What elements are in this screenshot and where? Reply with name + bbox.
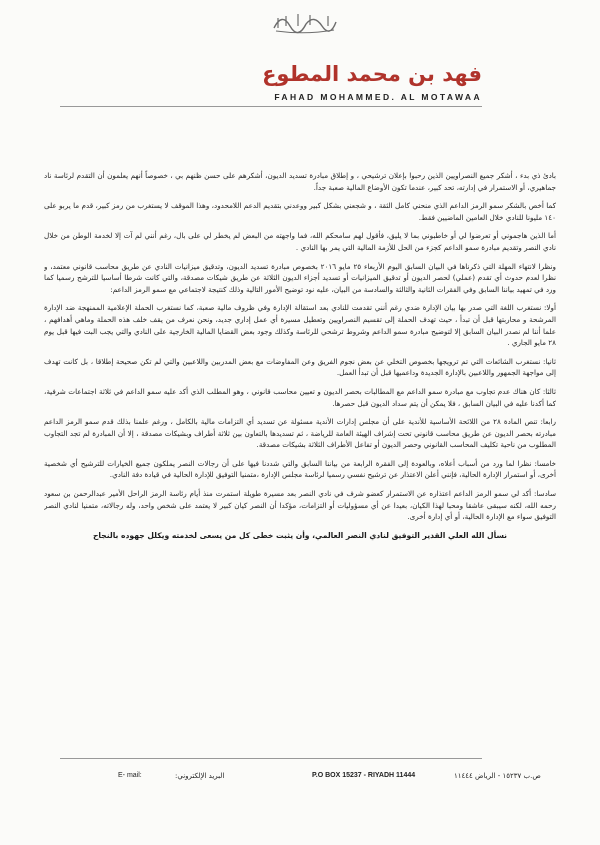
paragraph-fourth: رابعا: تنص المادة ٢٨ من اللائحة الأساسية للأندية على أن مجلس إدارات الأندية مسئولة عن تسديد أي التزامات مالية بالكامل ، ورغم علمنا بذلك قدم سمو الرمز الداعم مبادرته بحصر الديون عن طريق محاسب قانوني تحت إشراف الهيئة العامة للرياضة ، ثم تسديدها بالتعاون بين ثلاثة أطراف وبشيكات مصدقة ، إلا أن المبادرة لم تجد التجاوب المطلوب من ناحية تكليف المحاسب القانوني وحصر الديون أو تفاعل الأطراف الثلاثة بشيكات مصدقة. <box>44 417 556 450</box>
footer-po-box-arabic: ص.ب ١٥٢٣٧ - الرياض ١١٤٤٤ <box>454 772 541 780</box>
paragraph-sixth: سادسا: أكد لي سمو الرمز الداعم اعتذاره عن الاستمرار كعضو شرف في نادي النصر بعد مسيرة طويلة استمرت منذ أيام رئاسة الرمز الراحل الأمير عبدالرحمن بن سعود رحمه الله، لكنه سيبقى عاشقا ومحبا لهذا الكيان، بعيدا عن أي مسؤوليات أو التزامات، مؤكدا أن النصر كيان كبير لا يعتمد على شخص واحد، وله رجالاته، متمنيا لنادي النصر التوفيق سواء مع الإدارة الحالية، أو أي إدارة أخرى. <box>44 489 556 522</box>
letter-footer <box>0 770 600 790</box>
paragraph-deadline: ونظرا لانتهاء المهلة التي ذكرناها في البيان السابق اليوم الأربعاء ٢٥ مايو ٢٠١٦ بخصوص مبادرة تسديد الديون، وتدقيق ميزانيات النادي عن طريق محاسب قانوني معتمد، و نظرا لعدم حدوث أي تقدم (عملي) لحصر الديون أو تدقيق الميزانيات أو تسديد أجزاء الديون الثلاثة عن طريق شيكات مصدقة، والتي كانت شرطا أساسيا للترشح رسميا كما ورد في تمهيد بياننا السابق وفي الفقرات الثانية والثالثة والسادسة من البيان، عليه نود توضيح الأمور التالية وذلك كنتيجة لاجتماعي مع سمو الرمز الداعم: <box>44 261 556 294</box>
header-divider <box>60 106 482 107</box>
paragraph-thanks: كما أخص بالشكر سمو الرمز الداعم الذي منحني كامل الثقة ، و شجعني بشكل كبير ووعدني بتقديم الدعم اللامحدود، وهذا الموقف لا يستغرب من رمز كبير، قدم ما يربو على ١٤٠ مليونا للنادي خلال العامين الماضيين فقط. <box>44 201 556 222</box>
footer-email-label-arabic: البريد الإلكتروني: <box>175 772 225 780</box>
footer-email-label: E- mail: <box>118 772 142 779</box>
bismillah-calligraphy-icon <box>270 8 340 34</box>
paragraph-opening: بادئ ذي بدء ، أشكر جميع النصراويين الذين رحبوا بإعلان ترشيحي ، و إطلاق مبادرة تسديد الديون، أشكرهم على حسن ظنهم بي ، خصوصاً أنهم يعلمون أن التقدم لرئاسة ناد جماهيري، أو الاستمرار في إدارته، تحد كبير، عندما تكون الأوضاع المالية صعبة جداً. <box>44 171 556 192</box>
paragraph-fifth: خامسا: نظرا لما ورد من أسباب أعلاه، وبالعودة إلى الفقرة الرابعة من بياننا السابق والتي شددنا فيها على أن رجالات النصر يملكون جميع الخيارات للترشيح أي شخصية أخرى، أو استمرار الإدارة الحالية، فإنني أعلن الاعتذار عن ترشيح نفسي رسميا لرئاسة مجلس الإدارة ،متمنيا التوفيق للإدارة الحالية في قيادة دفة النادي. <box>44 458 556 480</box>
paragraph-critics: أما الذين هاجموني أو تعرضوا لي أو خاطبوني بما لا يليق، فأقول لهم سامحكم الله، فما واجهته من البعض لم يخطر لي على بال، رغم أنني لم آت إلا لخدمة الوطن من خلال نادي النصر وتقديم مبادرة سمو الداعم كجزء من الحل للأزمة المالية التي يمر بها النادي . <box>44 231 556 252</box>
paragraph-third: ثالثا: كان هناك عدم تجاوب مع مبادرة سمو الداعم مع المطالبات بحصر الديون و تعيين محاسب قانوني ، وهو المطلب الذي أكد عليه سمو الداعم في ثلاثة اجتماعات شرفية، كما أكدنا عليه في البيان السابق ، فلا يمكن أن يتم سداد الديون قبل حصرها. <box>44 386 556 408</box>
letter-body <box>44 170 556 745</box>
sender-name-arabic: فهد بن محمد المطوع <box>262 62 482 86</box>
footer-divider <box>60 758 482 759</box>
sender-name-english: FAHAD MOHAMMED. AL MOTAWAA <box>274 92 482 102</box>
paragraph-second: ثانيا: نستغرب الشائعات التي تم ترويجها بخصوص التخلي عن بعض نجوم الفريق وعن المفاوضات مع بعض المدربين واللاعبين والتي لم تكن صحيحة إطلاقا ، بل كانت تهدف إلى مواجهة الجمهور واللاعبين بالإدارة الجديدة وداعميها قبل أن تبدأ العمل. <box>44 356 556 378</box>
closing-prayer: نسأل الله العلي القدير التوفيق لنادي النصر العالمي، وأن يثبت خطى كل من يسعى لخدمته ويكلل جهوده بالنجاح <box>92 530 508 540</box>
paragraph-first: أولا: نستغرب اللغة التي صدر بها بيان الإدارة ضدي رغم أنني تقدمت للنادي بعد استقالة الإدارة وفي ظروف مالية صعبة، كما نستغرب الحملة الإعلامية الممنهجة ضد الإدارة المرشحة و محاربتها قبل أن تبدأ ، حيث تهدف الحملة إلى تقسيم النصراويين وتعطيل مسيرة أي عمل إداري جديد، ونحن نعرف من يقف خلف هذه الحملة وماهي أهدافهم ، علما أننا لم نصدر البيان السابق إلا لتوضيح مبادرة سمو الداعم وشروط ترشحي للرئاسة وكذلك وجود بعض القضايا المالية الخارجية على النادي والتي يجب البت فيها قبل يوم ٢٨ مايو الجاري . <box>44 303 556 348</box>
footer-po-box: P.O BOX 15237 - RIYADH 11444 <box>312 772 416 779</box>
